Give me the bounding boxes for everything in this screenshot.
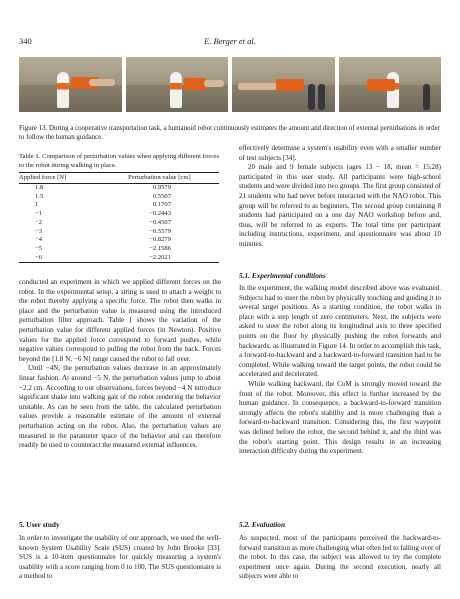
running-header-authors: E. Berger et al. — [204, 36, 256, 46]
section-heading-user-study: 5. User study — [19, 520, 60, 529]
paragraph: conducted an experiment in which we applied different forces on the robot. In the experimental setup, a string is used to attach a weight to the robot thereby applying a specific force. The robot then walks in place and the perturbation value is measured using the introduced perturbation filter approach. Table 1 shows the variation of the perturbation value for different applied forces (in Newton). Positive values for the applied force correspond to forward pushes, while negative values correspond to pulling the robot from the back. Forces beyond the [1.8 N, −6 N] range caused the robot to fall over. — [19, 278, 221, 363]
force-cell: 1.5 — [35, 192, 44, 200]
value-cell: −0.5579 — [149, 227, 171, 235]
force-cell: −6 — [19, 254, 100, 263]
paragraph: 20 male and 9 female subjects (ages 13 − 18, mean = 15.28) participated in this user study. All participants were high-school students and were divided into two groups. The first group consisted of 21 students who had never before interacted with the NAO robot. This group will be referred to as beginners. The second group containing 8 students had participated on a one day NAO workshop before and, thus, will be referred to as experts. The total time per participant including instructions, experiment, and questionnaire was about 10 minutes. — [239, 163, 442, 248]
force-cell: 1.8 — [35, 184, 44, 191]
paragraph: While walking backward, the CoM is strongly moved toward the front of the robot. Moreover, this effect is further increased by the human guidance. In consequence, a backward-to-forward transition strongly affects the robot's stability and is more challenging than a forward-to-backward transition. Considering this, the first waypoint was defined before the robot, the second behind it, and the third was the robot's starting point. This design results in an increasing interaction difficulty during the experiment. — [239, 379, 441, 456]
perturbation-table — [19, 172, 219, 263]
force-cell: −1 — [35, 210, 43, 218]
paragraph: In order to investigate the usability of our approach, we used the well-known System Usability Scale (SUS) created by John Brooke [33]. SUS is a 10-item questionnaire for quickly measuring a system's usability with a score ranging from 0 to 100. The SUS questionnaire is a method to — [19, 534, 221, 581]
figure-13-photo-strip — [19, 57, 441, 112]
force-cell: −5 — [35, 244, 43, 252]
table-row — [19, 245, 219, 254]
table-row — [19, 193, 219, 202]
value-cell: −0.4507 — [149, 218, 171, 226]
table-row — [19, 201, 219, 210]
left-column-text — [19, 278, 221, 451]
value-cell: −0.2443 — [149, 210, 171, 218]
table-row — [19, 210, 219, 219]
value-cell: −0.8279 — [149, 236, 171, 244]
value-cell: −2.2021 — [100, 254, 219, 263]
section-heading-text: 5.2. Evaluation — [239, 520, 286, 529]
table-caption: Table 1. Comparison of perturbation values when applying different forces to the robot during walking in place. — [19, 153, 219, 169]
value-cell: 0.1707 — [152, 201, 171, 209]
section-heading-text: 5.1. Experimental conditions — [239, 271, 326, 280]
value-cell: 0.9579 — [152, 184, 171, 191]
force-cell: 1 — [35, 201, 39, 209]
photo-robot-guided-3 — [232, 57, 335, 112]
table-row — [19, 236, 219, 245]
right-column-text-3 — [239, 534, 441, 582]
photo-robot-guided-1 — [19, 57, 122, 112]
value-cell: −2.1586 — [149, 244, 171, 252]
force-cell: −4 — [35, 236, 43, 244]
paragraph: As suspected, most of the participants perceived the backward-to-forward transition as more challenging what often led to falling over of the robot. In this case, the subject was allowed to try the complete experiment once again. During the second execution, nearly all subjects were able to — [239, 534, 441, 581]
paragraph: In the experiment, the walking model described above was evaluated. Subjects had to steer the robot by physically touching and guiding it to several target positions. As a starting condition, the robot walks in place with a step length of zero centimeters. Next, the subjects were asked to steer the robot along its longitudinal axis to three specified points on the floor by physically pushing the robot forwards and backwards, as illustrated in Figure 14. In order to accomplish this task, a forward-to-backward and a backward-to-forward transition had to be completed. While walking toward the target points, the robot could be accelerated and decelerated. — [239, 284, 441, 379]
section-heading-experimental-conditions — [239, 271, 326, 280]
table-row — [19, 254, 219, 263]
force-cell: −3 — [35, 227, 43, 235]
right-column-text — [239, 144, 441, 250]
photo-robot-guided-2 — [126, 57, 229, 112]
table-row — [19, 219, 219, 228]
force-cell: −2 — [35, 218, 43, 226]
section-heading-evaluation — [239, 520, 285, 529]
table-row — [19, 228, 219, 237]
left-column-text-2 — [19, 534, 221, 582]
right-column-text-2 — [239, 284, 441, 457]
table-header-value: Perturbation value [cm] — [100, 173, 219, 184]
table-header-force: Applied force [N] — [19, 173, 100, 184]
figure-caption: Figure 13. During a cooperative transportation task, a humanoid robot continuously estimates the amount and direction of external perturbations in order to follow the human guidance. — [19, 125, 440, 141]
value-cell: 0.5507 — [152, 192, 171, 200]
paragraph: effectively determine a system's usability even with a smaller number of test subjects [34]. — [239, 144, 441, 162]
page-number: 340 — [19, 36, 32, 46]
photo-robot-guided-4 — [339, 57, 442, 112]
table-row — [19, 184, 219, 193]
paragraph: Until −4N, the perturbation values decrease in an approximately linear fashion. At around −5 N, the perturbation values jump to about −2.2 cm. According to our observations, forces beyond −4 N introduce significant shake into walking gait of the robot rendering the behavior unstable. As can be seen from the table, the calculated perturbation values provide a reasonable estimate of the amount of external perturbation acting on the robot. Also, the perturbation values are measured in the parameter space of the behavior and can therefore readily be used to counteract the measured external influences. — [19, 364, 221, 450]
